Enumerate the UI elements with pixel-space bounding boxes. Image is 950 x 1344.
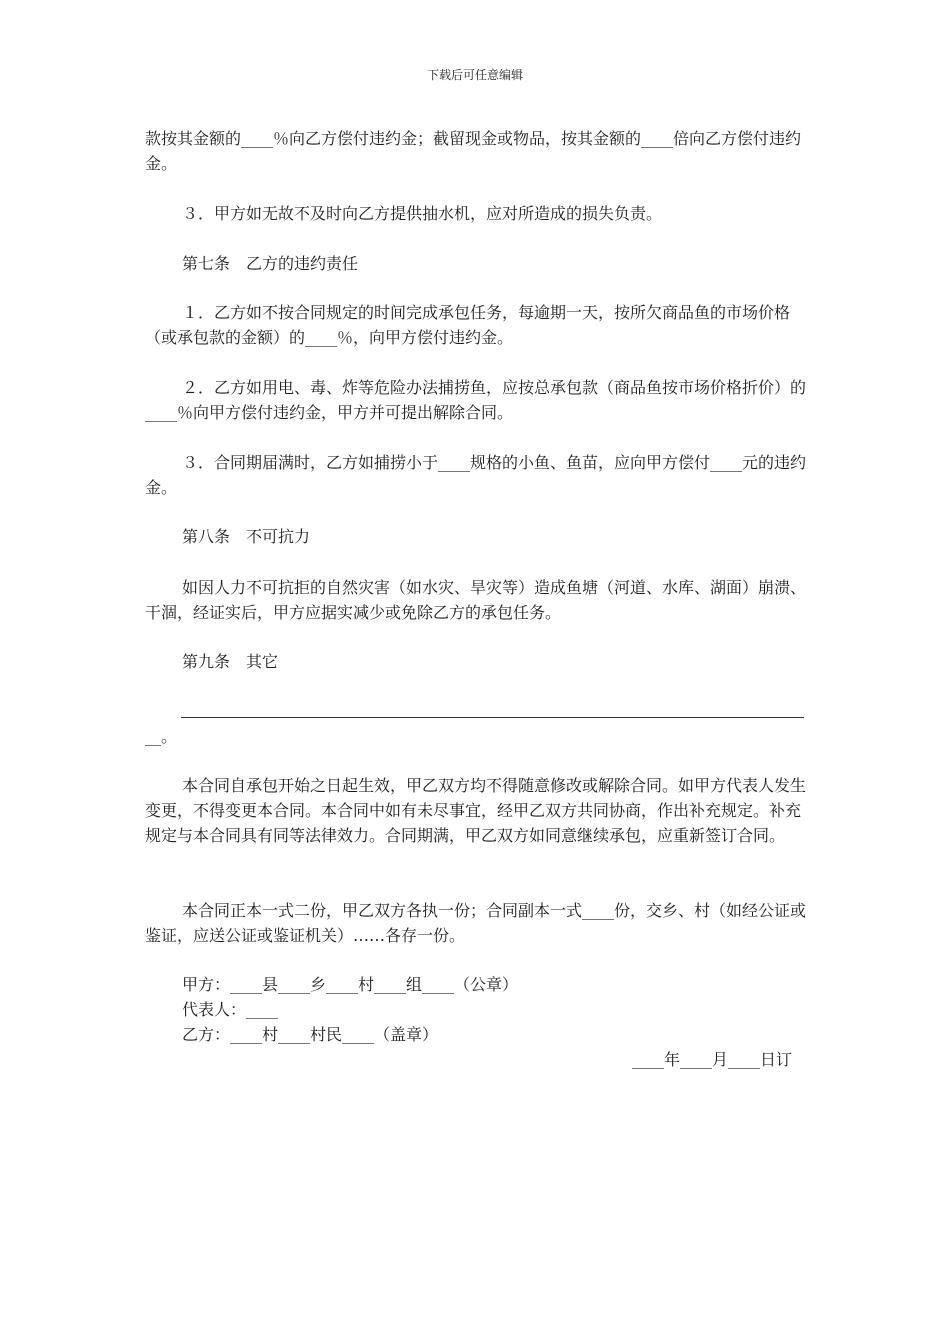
page-header: 下载后可任意编辑 (426, 68, 523, 82)
signature-party-a: 甲方：____县____乡____村____组____（公章） (182, 975, 519, 994)
signature-date: ____年____月____日订 (631, 1050, 792, 1069)
blank-fill-end: __。 (145, 727, 178, 746)
paragraph-force-majeure: 如因人力不可抗拒的自然灾害（如水灾、旱灾等）造成鱼塘（河道、水库、湖面）崩溃、干涸，经证实后，甲方应据实减少或免除乙方的承包任务。 (145, 578, 807, 622)
paragraph-effectiveness: 本合同自承包开始之日起生效，甲乙双方均不得随意修改或解除合同。如甲方代表人发生变更，不得变更本合同。本合同中如有未尽事宜，经甲乙双方共同协商，作出补充规定。补充规定与本合同具有同等法律效力。合同期满，甲乙双方如同意继续承包，应重新签订合同。 (145, 776, 807, 845)
signature-party-b: 乙方：____村____村民____（盖章） (182, 1025, 439, 1044)
article-8-heading: 第八条 不可抗力 (182, 527, 311, 546)
article-9-heading: 第九条 其它 (182, 652, 279, 671)
paragraph-pump-clause: ３．甲方如无故不及时向乙方提供抽水机，应对所造成的损失负责。 (182, 204, 663, 223)
paragraph-7-3: ３．合同期届满时，乙方如捕捞小于____规格的小鱼、鱼苗，应向甲方偿付____元的违约金。 (145, 453, 807, 497)
paragraph-copies: 本合同正本一式二份，甲乙双方各执一份；合同副本一式____份，交乡、村（如经公证或鉴证，应送公证或鉴证机关）……各存一份。 (145, 901, 807, 945)
blank-fill-line (181, 717, 804, 718)
signature-representative: 代表人：____ (182, 1000, 279, 1019)
article-7-heading: 第七条 乙方的违约责任 (182, 254, 359, 273)
paragraph-7-1: １．乙方如不按合同规定的时间完成承包任务，每逾期一天，按所欠商品鱼的市场价格（或承包款的金额）的____％，向甲方偿付违约金。 (145, 303, 791, 347)
paragraph-penalty-amount: 款按其金额的____％向乙方偿付违约金；截留现金或物品，按其金额的____倍向乙方偿付违约金。 (145, 129, 802, 173)
paragraph-7-2: ２．乙方如用电、毒、炸等危险办法捕捞鱼，应按总承包款（商品鱼按市场价格折价）的____％向甲方偿付违约金，甲方并可提出解除合同。 (145, 378, 807, 422)
